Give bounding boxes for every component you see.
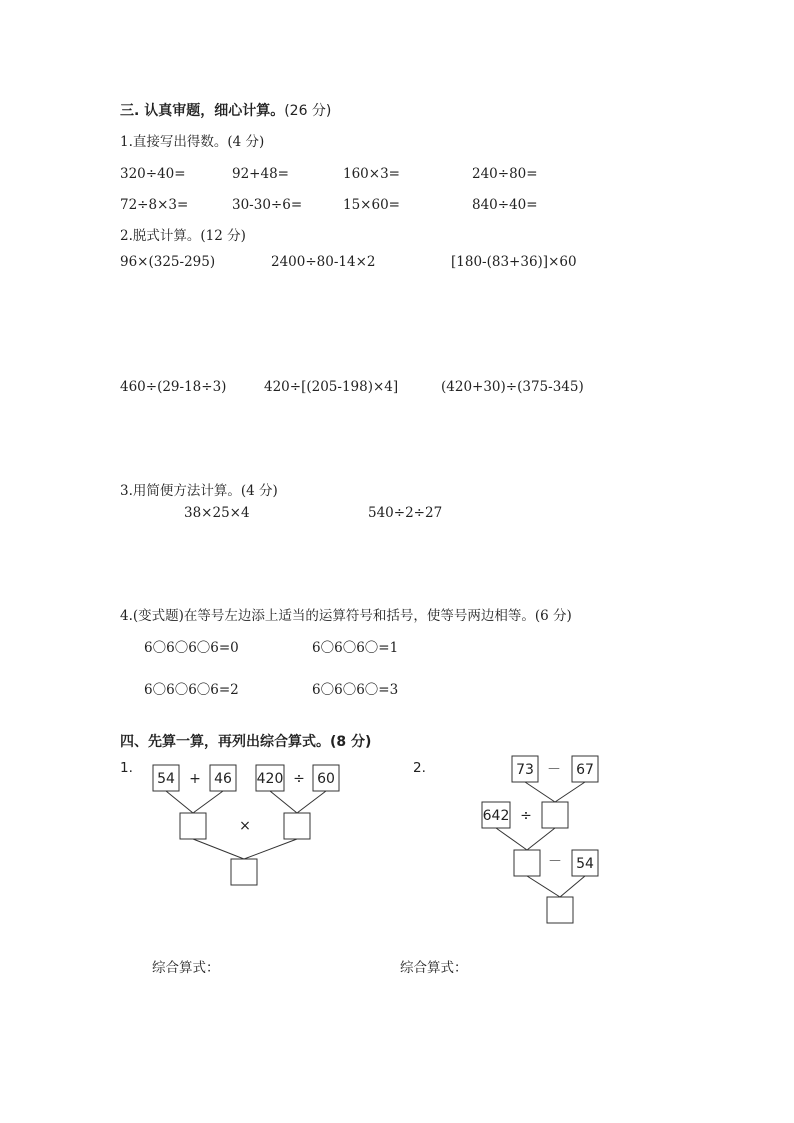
answer-box <box>514 850 540 876</box>
q4-result: =0 <box>218 640 239 656</box>
q3-item: 38×25×4 <box>184 505 250 521</box>
q1-item: 15×60= <box>343 197 400 213</box>
box-420-value: 420 <box>256 771 284 787</box>
box-60-value: 60 <box>317 771 335 787</box>
q4-result: =2 <box>218 682 239 698</box>
q1-item: 240÷80= <box>472 166 538 182</box>
formula-label-2: 综合算式： <box>400 960 468 976</box>
box-54-value: 54 <box>576 856 594 872</box>
q1-item: 30-30÷6= <box>232 197 303 213</box>
plus-operator: + <box>189 771 201 787</box>
answer-box <box>547 897 573 923</box>
q3-item: 540÷2÷27 <box>368 505 443 521</box>
problem-2-number: 2. <box>413 760 426 776</box>
box-54-value: 54 <box>157 771 175 787</box>
box-642-value: 642 <box>482 808 510 824</box>
q1-item: 840÷40= <box>472 197 538 213</box>
q2-item: (420+30)÷(375-345) <box>441 379 584 395</box>
section-3-score: (26 分) <box>284 103 332 119</box>
q4-equation-2: 6〇6〇6〇=1 <box>312 640 399 656</box>
answer-box <box>284 813 310 839</box>
q4-equation-1: 6〇6〇6〇6=0 <box>144 640 239 656</box>
multiply-operator: × <box>239 818 251 834</box>
q1-title: 1.直接写出得数。(4 分) <box>120 134 265 150</box>
q3-title: 3.用简便方法计算。(4 分) <box>120 483 278 499</box>
answer-box <box>542 802 568 828</box>
problem-1-number: 1. <box>120 760 133 776</box>
divide-operator: ÷ <box>520 808 532 824</box>
section-4-heading: 四、先算一算，再列出综合算式。(8 分) <box>120 734 372 750</box>
answer-box <box>231 859 257 885</box>
answer-box <box>180 813 206 839</box>
q2-item: 420÷[(205-198)×4] <box>264 379 399 395</box>
formula-label-1: 综合算式： <box>152 960 220 976</box>
box-73-value: 73 <box>516 762 534 778</box>
q4-equation-4: 6〇6〇6〇=3 <box>312 682 399 698</box>
q1-item: 92+48= <box>232 166 289 182</box>
q1-item: 160×3= <box>343 166 400 182</box>
q4-result: =3 <box>378 682 399 698</box>
section-3-title: 三. 认真审题，细心计算。 <box>120 103 285 119</box>
q2-title: 2.脱式计算。(12 分) <box>120 228 246 244</box>
q2-item: [180-(83+36)]×60 <box>451 254 577 270</box>
q2-item: 96×(325-295) <box>120 254 216 270</box>
minus-operator: － <box>548 854 562 870</box>
q4-title: 4.(变式题)在等号左边添上适当的运算符号和括号，使等号两边相等。(6 分) <box>120 608 572 624</box>
q2-item: 460÷(29-18÷3) <box>120 379 227 395</box>
q1-item: 72÷8×3= <box>120 197 189 213</box>
divide-operator: ÷ <box>293 771 305 787</box>
box-67-value: 67 <box>576 762 594 778</box>
q1-item: 320÷40= <box>120 166 186 182</box>
q2-item: 2400÷80-14×2 <box>271 254 376 270</box>
q4-equation-3: 6〇6〇6〇6=2 <box>144 682 239 698</box>
minus-operator: － <box>547 762 561 778</box>
q4-result: =1 <box>378 640 399 656</box>
box-46-value: 46 <box>214 771 232 787</box>
